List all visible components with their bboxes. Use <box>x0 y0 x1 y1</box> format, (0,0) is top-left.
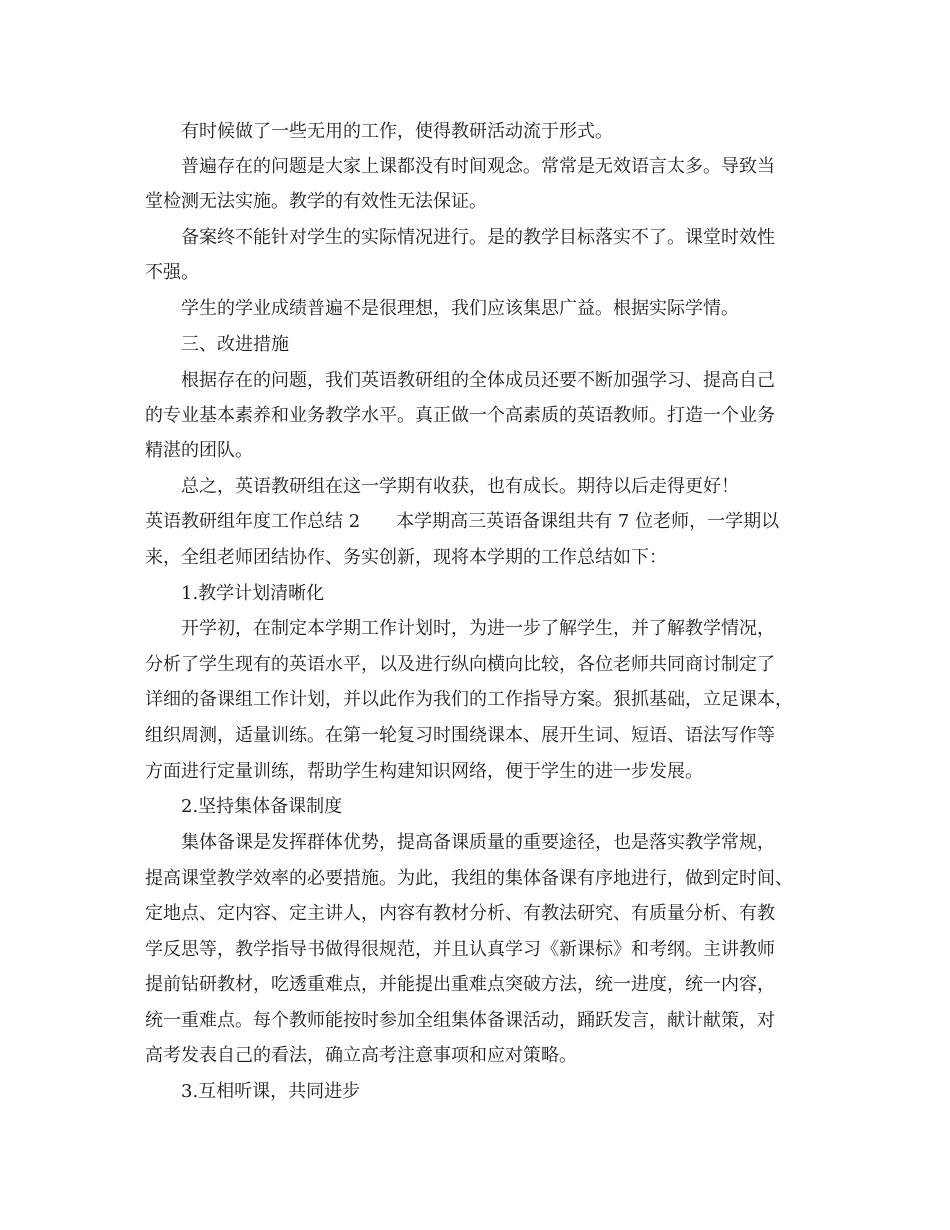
document-title-line: 英语教研组年度工作总结 2 本学期高三英语备课组共有 7 位老师，一学期以 <box>145 511 780 532</box>
body-text-line: 备案终不能针对学生的实际情况进行。是的教学目标落实不了。课堂时效性 <box>181 227 775 248</box>
section-heading: 2.坚持集体备课制度 <box>181 796 343 817</box>
section-heading: 3.互相听课，共同进步 <box>181 1081 361 1102</box>
body-text-line: 统一重难点。每个教师能按时参加全组集体备课活动，踊跃发言，献计献策，对 <box>145 1010 775 1031</box>
body-text-line: 集体备课是发挥群体优势，提高备课质量的重要途径，也是落实教学常规， <box>181 832 775 853</box>
section-heading: 三、改进措施 <box>181 334 289 355</box>
body-text-line: 根据存在的问题，我们英语教研组的全体成员还要不断加强学习、提高自己 <box>181 370 775 391</box>
body-text-line: 堂检测无法实施。教学的有效性无法保证。 <box>145 191 487 212</box>
body-text-line: 高考发表自己的看法，确立高考注意事项和应对策略。 <box>145 1045 577 1066</box>
body-text-line: 分析了学生现有的英语水平，以及进行纵向横向比较，各位老师共同商讨制定了 <box>145 654 775 675</box>
body-text-line: 方面进行定量训练，帮助学生构建知识网络，便于学生的进一步发展。 <box>145 761 703 782</box>
body-text-line: 定地点、定内容、定主讲人，内容有教材分析、有教法研究、有质量分析、有教 <box>145 903 775 924</box>
body-text-line: 总之，英语教研组在这一学期有收获，也有成长。期待以后走得更好！ <box>181 476 739 497</box>
body-text-line: 来，全组老师团结协作、务实创新，现将本学期的工作总结如下： <box>145 547 667 568</box>
body-text-line: 有时候做了一些无用的工作，使得教研活动流于形式。 <box>181 121 613 142</box>
body-text-line: 提高课堂教学效率的必要措施。为此，我组的集体备课有序地进行，做到定时间、 <box>145 868 793 889</box>
body-text-line: 学生的学业成绩普遍不是很理想，我们应该集思广益。根据实际学情。 <box>181 298 739 319</box>
body-text-line: 详细的备课组工作计划，并以此作为我们的工作指导方案。狠抓基础，立足课本， <box>145 689 793 710</box>
body-text-line: 组织周测，适量训练。在第一轮复习时围绕课本、展开生词、短语、语法写作等 <box>145 725 775 746</box>
body-text-line: 学反思等，教学指导书做得很规范，并且认真学习《新课标》和考纲。主讲教师 <box>145 939 775 960</box>
body-text-line: 提前钻研教材，吃透重难点，并能提出重难点突破方法，统一进度，统一内容， <box>145 974 775 995</box>
body-text-line: 开学初，在制定本学期工作计划时，为进一步了解学生，并了解教学情况， <box>181 618 775 639</box>
body-text-line: 的专业基本素养和业务教学水平。真正做一个高素质的英语教师。打造一个业务 <box>145 405 775 426</box>
body-text-line: 不强。 <box>145 262 199 283</box>
body-text-line: 普遍存在的问题是大家上课都没有时间观念。常常是无效语言太多。导致当 <box>181 156 775 177</box>
body-text-line: 精湛的团队。 <box>145 440 253 461</box>
section-heading: 1.教学计划清晰化 <box>181 583 325 604</box>
